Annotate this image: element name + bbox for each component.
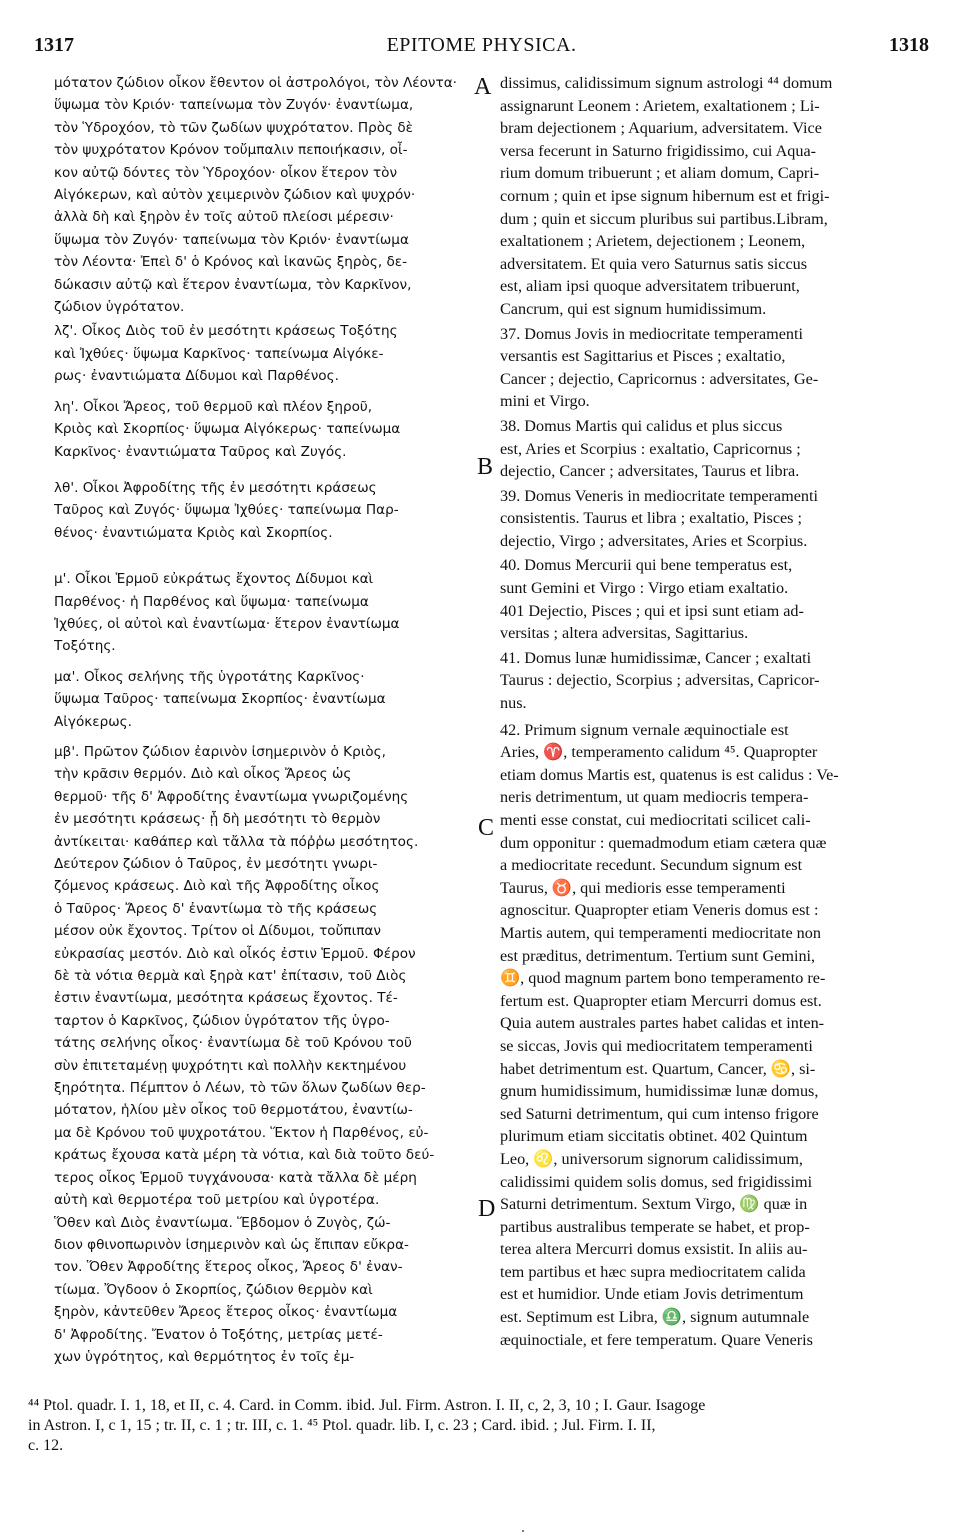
footnotes (28, 1396, 938, 1456)
text-line: etiam domus Martis est, quatenus is est calidus : Ve- (500, 765, 839, 784)
running-title: EPITOME PHYSICA. (386, 34, 577, 56)
text-line: ὕψωμα τὸν Κριόν· ταπείνωμα τὸν Ζυγόν· ἐναντίωμα, (54, 97, 414, 114)
text-line: a mediocritate recedunt. Secundum signum est (500, 856, 803, 875)
page-number-right: 1318 (889, 34, 929, 56)
text-line: ⁴⁴ Ptol. quadr. I. 1, 18, et II, c. 4. Card. in Comm. ibid. Jul. Firm. Astron. I. II, c, 2, 3, 10 ; I. Gaur. Isagoge (28, 1397, 706, 1414)
text-line: consistentis. Taurus et libra ; exaltatio, Pisces ; (500, 509, 803, 528)
text-line: adversitatem. Et quia vero Saturnus satis siccus (500, 254, 808, 273)
text-line: ξηρότητα. Πέμπτον ὁ Λέων, τὸ τῶν ὅλων ζωδίων θερ- (54, 1080, 426, 1097)
text-line: versantis est Sagittarius et Pisces ; exaltatio, (500, 347, 786, 366)
text-line: μέσον οὐκ ἔχοντος. Τρίτον οἱ Δίδυμοι, τοὔπιπαν (54, 923, 381, 940)
text-line: τὸν ψυχρότατον Κρόνον τοὔμπαλιν πεποιήκασιν, οἶ- (54, 142, 408, 159)
text-line: ὕψωμα Ταῦρος· ταπείνωμα Σκορπίος· ἐναντίωμα (54, 691, 386, 708)
text-line: τερος οἶκος Ἑρμοῦ τυγχάνουσα· κατὰ τἄλλα δὲ μέρη (54, 1169, 417, 1186)
text-line: tem partibus et hæc supra mediocritatem calida (500, 1262, 806, 1281)
speck (522, 1530, 524, 1532)
text-line: est, Aries et Scorpius : exaltatio, Capricornus ; (500, 439, 801, 458)
text-line: λη'. Οἶκοι Ἄρεος, τοῦ θερμοῦ καὶ πλέον ξηροῦ, (54, 398, 373, 415)
text-line: se siccas, Jovis qui mediocritatem temperamenti (500, 1036, 813, 1055)
text-line: τάτης σελήνης οἶκος· ἐναντίωμα δὲ τοῦ Κρόνου τοῦ (54, 1035, 412, 1052)
text-line: τὸν Ὑδροχόον, τὸ τῶν ζωδίων ψυχρότατον. Πρὸς δὲ (54, 119, 413, 136)
text-line: bram dejectionem ; Aquarium, adversitatem. Vice (500, 119, 822, 138)
text-line: Ταῦρος καὶ Ζυγός· ὕψωμα Ἰχθύες· ταπείνωμα Παρ- (54, 502, 399, 519)
text-line: fertum est. Quapropter etiam Mercurri domus est. (500, 991, 822, 1010)
text-line: dejectio, Virgo ; adversitates, Aries et Scorpius. (500, 531, 808, 550)
text-line: est. Septimum est Libra, ♎, signum autumnale (500, 1308, 810, 1327)
text-line: ἀντίκειται· καθάπερ καὶ τἄλλα τὰ πόῤῥω μεσότητος. (54, 833, 419, 850)
text-line: nus. (500, 694, 527, 713)
text-line: τὸν Λέοντα· Ἐπεὶ δ' ὁ Κρόνος καὶ ἱκανῶς ξηρὸς, δε- (54, 254, 408, 271)
text-line: Martis autem, qui temperamenti mediocritate non (500, 923, 821, 942)
text-line: Cancer ; dejectio, Capricornus : adversitates, Ge- (500, 369, 819, 388)
text-line: ἐστιν ἐναντίωμα, μεσότητα κράσεως ἔχοντος. Τέ- (54, 990, 398, 1007)
text-line: est præditus, detrimentum. Tertium sunt Gemini, (500, 946, 816, 965)
text-line: δὲ τὰ νότια θερμὰ καὶ ξηρὰ κατ' ἐπίτασιν, τοῦ Διὸς (54, 968, 407, 985)
text-line: μα'. Οἶκος σελήνης τῆς ὑγροτάτης Καρκῖνος· (54, 668, 365, 685)
text-line: agnoscitur. Quapropter etiam Veneris domus est : (500, 901, 819, 920)
text-line: κράτως ἔχουσα κατὰ μέρη τὰ νότια, καὶ διὰ τοῦτο δεύ- (54, 1147, 435, 1164)
greek-text-column (54, 72, 474, 1392)
latin-text-column (500, 72, 932, 1392)
text-line: dejectio, Cancer ; adversitates, Taurus et libra. (500, 462, 800, 481)
text-line: δώκασιν αὐτῷ καὶ ἕτερον ἐναντίωμα, τὸν Καρκῖνον, (54, 276, 412, 293)
text-line: Taurus, ♉, qui medioris esse temperamenti (500, 878, 786, 897)
text-line: neris detrimentum, ut quam mediocris tempera- (500, 788, 809, 807)
text-line: δ' Ἀφροδίτης. Ἔνατον ὁ Τοξότης, μετρίας μετέ- (54, 1326, 383, 1343)
section-marker-c: C (478, 815, 495, 841)
text-line: Δεύτερον ζώδιον ὁ Ταῦρος, ἐν μεσότητι γνωρι- (54, 856, 378, 872)
text-line: 41. Domus lunæ humidissimæ, Cancer ; exaltati (500, 648, 812, 667)
text-line: κον αὐτῷ δόντες τὸν Ὑδροχόον· οἶκον ἕτερον τὸν (54, 164, 398, 181)
text-line: æquinoctiale, et fere temperatum. Quare Veneris (500, 1330, 813, 1349)
text-line: μότατον ζώδιον οἶκον ἔθεντον οἱ ἀστρολόγοι, τὸν Λέοντα· (54, 75, 457, 91)
text-line: gnum humidissimum, humidissimæ lunæ domus, (500, 1082, 819, 1101)
text-line: ὁ Ταῦρος· Ἄρεος δ' ἐναντίωμα τὸ τῆς κράσεως (54, 900, 378, 917)
text-line: μ'. Οἶκοι Ἑρμοῦ εὐκράτως ἔχοντος Δίδυμοι καὶ (54, 571, 374, 588)
text-line: Ἰχθύες, οἱ αὐτοὶ καὶ ἐναντίωμα· ἕτερον ἐναντίωμα (54, 615, 400, 632)
text-line: Leo, ♌, universorum signorum calidissimum, (500, 1149, 803, 1168)
text-line: θένος· ἐναντιώματα Κριὸς καὶ Σκορπίος. (54, 524, 333, 541)
text-line: exaltationem ; Arietem, dejectionem ; Leonem, (500, 232, 806, 251)
text-line: ἀλλὰ δὴ καὶ ξηρὸν ἐν τοῖς αὐτοῦ πλείοσι μέρεσιν· (54, 209, 394, 226)
text-line: χων ὑγρότητος, καὶ θερμότητος ἐν τοῖς ἐμ- (54, 1348, 355, 1365)
text-line: ταρτον ὁ Καρκῖνος, ζώδιον ὑγρότατον τῆς ὑγρο- (54, 1012, 390, 1029)
text-line: Quia autem australes partes habet calidas et inten- (500, 1014, 825, 1033)
text-line: τον. Ὅθεν Ἀφροδίτης ἕτερος οἶκος, Ἄρεος δ' ἐναν- (54, 1259, 403, 1276)
text-line: 38. Domus Martis qui calidus et plus siccus (500, 416, 783, 435)
text-line: c. 12. (28, 1437, 64, 1454)
text-line: μβ'. Πρῶτον ζώδιον ἐαρινὸν ἰσημερινὸν ὁ Κριὸς, (54, 743, 386, 760)
text-line: ξηρὸν, κἀντεῦθεν Ἄρεος ἕτερος οἶκος· ἐναντίωμα (54, 1304, 398, 1321)
text-line: αὐτὴ καὶ θερμοτέρα τοῦ μετρίου καὶ ὑγροτέρα. (54, 1192, 380, 1209)
text-line: ζόμενος κράσεως. Διὸ καὶ τῆς Ἀφροδίτης οἶκος (54, 878, 380, 895)
text-line: Παρθένος· ἡ Παρθένος καὶ ὕψωμα· ταπείνωμα (54, 593, 369, 610)
section-marker-b: B (477, 454, 494, 480)
text-line: sed Saturni detrimentum, qui cum intenso frigore (500, 1104, 819, 1123)
text-line: λθ'. Οἶκοι Ἀφροδίτης τῆς ἐν μεσότητι κράσεως (54, 479, 377, 496)
text-line: Τοξότης. (54, 638, 116, 655)
text-line: est et humidior. Unde etiam Jovis detrimentum (500, 1285, 804, 1304)
text-line: Κριὸς καὶ Σκορπίος· ὕψωμα Αἰγόκερως· ταπείνωμα (54, 421, 401, 438)
text-line: ἐν μεσότητι κράσεως· ᾗ δὴ μεσότητι τὸ θερμὸν (54, 811, 381, 828)
text-line: Cancrum, qui est signum humidissimum. (500, 299, 767, 318)
text-line: Saturni detrimentum. Sextum Virgo, ♍ quæ in (500, 1195, 808, 1214)
text-line: versa fecerunt in Saturno frigidissimo, cui Aqua- (500, 141, 817, 160)
text-line: rium domum tribuerunt ; et aliam domum, Capri- (500, 164, 820, 183)
text-line: sunt Gemini et Virgo : Virgo etiam exaltatio. (500, 579, 789, 598)
text-line: habet detrimentum est. Quartum, Cancer, ♋, si- (500, 1059, 816, 1078)
text-line: Taurus : dejectio, Scorpius ; adversitas, Capricor- (500, 671, 820, 690)
text-line: assignarunt Leonem : Arietem, exaltationem ; Li- (500, 96, 820, 115)
text-line: μότατον, ἡλίου μὲν οἶκος τοῦ θερμοτάτου, ἐναντίω- (54, 1102, 413, 1119)
text-line: calidissimi quidem solis domus, sed frigidissimi (500, 1172, 813, 1191)
text-line (54, 544, 474, 562)
page-number-left: 1317 (34, 34, 74, 56)
text-line: τίωμα. Ὄγδοον ὁ Σκορπίος, ζώδιον θερμὸν καὶ (54, 1281, 373, 1298)
text-line: Ὅθεν καὶ Διὸς ἐναντίωμα. Ἕβδομον ὁ Ζυγὸς, ζώ- (54, 1214, 391, 1231)
text-line: ♊, quod magnum partem bono temperamento re- (500, 969, 826, 988)
page-header (30, 34, 933, 60)
text-line: λζ'. Οἶκος Διὸς τοῦ ἐν μεσότητι κράσεως Τοξότης (54, 323, 398, 340)
text-line: plurimum etiam siccitatis obtinet. 402 Quintum (500, 1127, 808, 1146)
text-line: ὕψωμα τὸν Ζυγόν· ταπείνωμα τὸν Κριόν· ἐναντίωμα (54, 231, 409, 248)
section-marker-a: A (474, 74, 492, 100)
text-line: σὺν ἐπιτεταμένῃ ψυχρότητι καὶ πολλὴν κεκτημένου (54, 1057, 407, 1074)
text-line: dum opponitur : quemadmodum etiam cætera quæ (500, 833, 827, 852)
text-line: 39. Domus Veneris in mediocritate temperamenti (500, 486, 818, 505)
text-line: dissimus, calidissimum signum astrologi ⁴⁴ domum (500, 74, 833, 92)
text-line: εὐκρασίας μεστόν. Διὸ καὶ οἶκός ἐστιν Ἑρμοῦ. Φέρον (54, 945, 416, 962)
text-line: in Astron. I, c 1, 15 ; tr. II, c. 1 ; tr. III, c. 1. ⁴⁵ Ptol. quadr. lib. I, c. 23 ; Card. ibid. ; Jul. Firm. I. II, (28, 1417, 656, 1434)
text-line: Αἰγόκερων, καὶ αὐτὸν χειμερινὸν ζώδιον καὶ ψυχρόν· (54, 187, 416, 204)
text-line: Καρκῖνος· ἐναντιώματα Ταῦρος καὶ Ζυγός. (54, 443, 347, 460)
text-line: Αἰγόκερως. (54, 713, 132, 730)
text-line: τὴν κρᾶσιν θερμόν. Διὸ καὶ οἶκος Ἄρεος ὡς (54, 766, 352, 783)
text-line: est, aliam ipsi quoque adversitatem tribuerunt, (500, 277, 800, 296)
text-line: menti esse constat, cui mediocritati scilicet cali- (500, 811, 811, 829)
text-line: Aries, ♈, temperamento calidum ⁴⁵. Quapropter (500, 743, 818, 762)
section-marker-d: D (478, 1196, 496, 1222)
text-line: ζώδιον ὑγρότατον. (54, 299, 185, 316)
text-line: cornum ; quin et ipse signum hibernum est et frigi- (500, 186, 830, 205)
text-line: θερμοῦ· τῆς δ' Ἀφροδίτης ἐναντίωμα γνωριζομένης (54, 788, 409, 805)
text-line: μα δὲ Κρόνου τοῦ ψυχροτάτου. Ἕκτον ἡ Παρθένος, εὐ- (54, 1124, 429, 1141)
text-line: 401 Dejectio, Pisces ; qui et ipsi sunt etiam ad- (500, 601, 804, 620)
text-line: ρως· ἐναντιώματα Δίδυμοι καὶ Παρθένος. (54, 368, 339, 385)
text-line: 42. Primum signum vernale æquinoctiale est (500, 720, 789, 739)
text-line: terea altera Mercurri domus exsistit. In aliis au- (500, 1240, 808, 1259)
text-line: 40. Domus Mercurii qui bene temperatus est, (500, 556, 793, 575)
text-line: mini et Virgo. (500, 392, 590, 411)
text-line: διον φθινοπωρινὸν ἰσημερινὸν καὶ ὡς ἔπιπαν εὔκρα- (54, 1236, 409, 1253)
text-line: partibus australibus temperate se habet, et prop- (500, 1217, 810, 1236)
text-line: versitas ; altera adversitas, Sagittarius. (500, 624, 749, 643)
text-line: dum ; quin et siccum pluribus sui partibus.Libram, (500, 209, 828, 228)
text-line: 37. Domus Jovis in mediocritate temperamenti (500, 324, 804, 343)
text-line: καὶ Ἰχθύες· ὕψωμα Καρκῖνος· ταπείνωμα Αἰγόκε- (54, 345, 384, 362)
